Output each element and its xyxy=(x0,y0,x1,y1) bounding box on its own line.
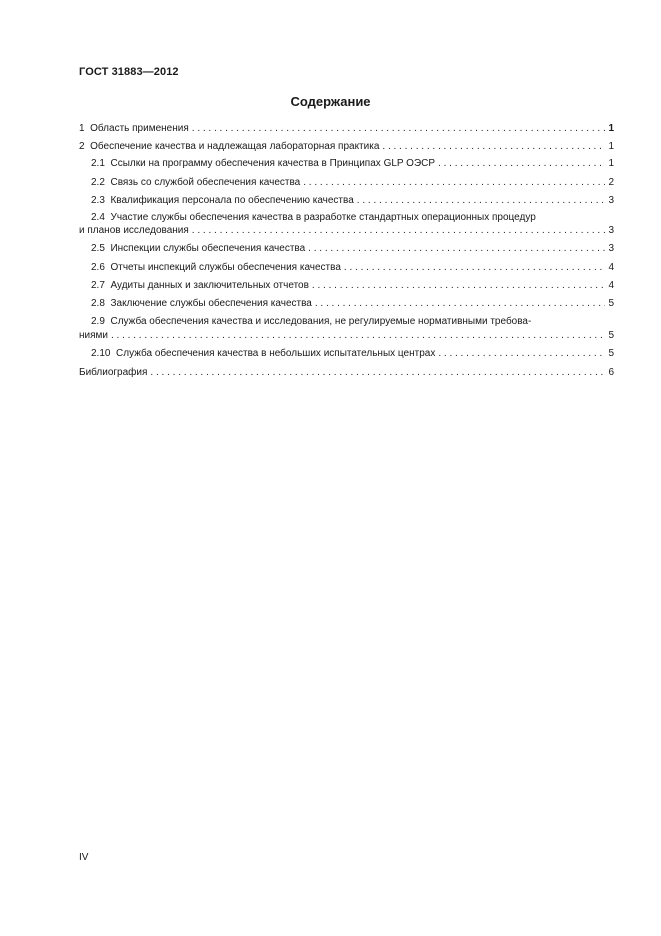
toc-entry-2-5[interactable] xyxy=(79,243,614,255)
toc-entry-text: Инспекции службы обеспечения качества xyxy=(110,243,306,254)
toc-entry-page: 4 xyxy=(608,262,614,273)
leader-dots xyxy=(108,330,605,342)
toc-entry-number: 2.10 xyxy=(91,348,111,359)
toc-entry-text: Библиография xyxy=(79,367,148,378)
toc-entry-1[interactable] xyxy=(79,123,614,135)
toc-entry-number: 2.1 xyxy=(91,158,105,169)
page-title: Содержание xyxy=(290,94,371,109)
toc-entry-number: 2.2 xyxy=(91,177,105,188)
leader-dots xyxy=(341,262,606,274)
toc-entry-2-1[interactable] xyxy=(79,158,614,170)
toc-entry-number: 2.6 xyxy=(91,262,105,273)
toc-entry-text: Отчеты инспекций службы обеспечения качества xyxy=(110,262,341,273)
leader-dots xyxy=(312,298,606,310)
toc-entry-text: Аудиты данных и заключительных отчетов xyxy=(110,280,309,291)
toc-entry-text: Обеспечение качества и надлежащая лабораторная практика xyxy=(90,141,380,152)
toc-entry-2-2[interactable] xyxy=(79,177,614,189)
toc-entry-2-8[interactable] xyxy=(79,298,614,310)
toc-entry-2-4-first-line[interactable] xyxy=(91,212,614,224)
toc-entry-number: 2 xyxy=(79,141,85,152)
leader-dots xyxy=(147,367,605,379)
toc-entry-page: 1 xyxy=(608,158,614,169)
toc-entry-page: 5 xyxy=(608,298,614,309)
page-number: IV xyxy=(79,852,89,863)
toc-entry-page: 3 xyxy=(608,195,614,206)
leader-dots xyxy=(309,280,606,292)
toc-entry-2-3[interactable] xyxy=(79,195,614,207)
toc-entry-number: 2.5 xyxy=(91,243,105,254)
toc-entry-page: 6 xyxy=(608,367,614,378)
leader-dots xyxy=(435,158,605,170)
toc-entry-number: 2.7 xyxy=(91,280,105,291)
toc-entry-number: 1 xyxy=(79,123,85,134)
toc-entry-2-9[interactable] xyxy=(79,330,614,342)
toc-entry-text: Область применения xyxy=(90,123,189,134)
toc-entry-text: Заключение службы обеспечения качества xyxy=(110,298,312,309)
toc-entry-text: Участие службы обеспечения качества в разработке стандартных операционных процедур xyxy=(110,212,536,223)
toc-entry-text: Квалификация персонала по обеспечению качества xyxy=(110,195,354,206)
leader-dots xyxy=(379,141,605,153)
toc-entry-number: 2.4 xyxy=(91,212,105,223)
toc-entry-text: Связь со службой обеспечения качества xyxy=(110,177,301,188)
toc-entry-page: 4 xyxy=(608,280,614,291)
toc-entry-page: 3 xyxy=(608,225,614,236)
leader-dots xyxy=(305,243,605,255)
toc-entry-2-4[interactable] xyxy=(79,225,614,237)
toc-entry-text: Служба обеспечения качества и исследования, не регулируемые нормативными требова- xyxy=(110,316,532,327)
leader-dots xyxy=(189,123,606,135)
toc-entry-text-continued: ниями xyxy=(79,330,108,341)
toc-entry-text-continued: и планов исследования xyxy=(79,225,189,236)
leader-dots xyxy=(435,348,605,360)
toc-entry-2[interactable] xyxy=(79,141,614,153)
leader-dots xyxy=(300,177,605,189)
toc-entry-page: 3 xyxy=(608,243,614,254)
leader-dots xyxy=(189,225,606,237)
toc-entry-page: 1 xyxy=(608,123,614,134)
toc-entry-text: Ссылки на программу обеспечения качества в Принципах GLP ОЭСР xyxy=(110,158,436,169)
document-id: ГОСТ 31883—2012 xyxy=(79,66,179,78)
toc-entry-2-6[interactable] xyxy=(79,262,614,274)
toc-entry-number: 2.9 xyxy=(91,316,105,327)
table-of-contents xyxy=(79,0,614,936)
leader-dots xyxy=(354,195,606,207)
toc-entry-2-7[interactable] xyxy=(79,280,614,292)
toc-entry-2-10[interactable] xyxy=(79,348,614,360)
toc-entry-page: 5 xyxy=(608,348,614,359)
toc-entry-text: Служба обеспечения качества в небольших испытательных центрах xyxy=(116,348,436,359)
toc-entry-page: 1 xyxy=(608,141,614,152)
toc-entry-2-9-first-line[interactable] xyxy=(91,316,614,328)
toc-entry-page: 5 xyxy=(608,330,614,341)
toc-entry-number: 2.8 xyxy=(91,298,105,309)
toc-entry-number: 2.3 xyxy=(91,195,105,206)
toc-entry-page: 2 xyxy=(608,177,614,188)
toc-entry-bibliography[interactable] xyxy=(79,367,614,379)
